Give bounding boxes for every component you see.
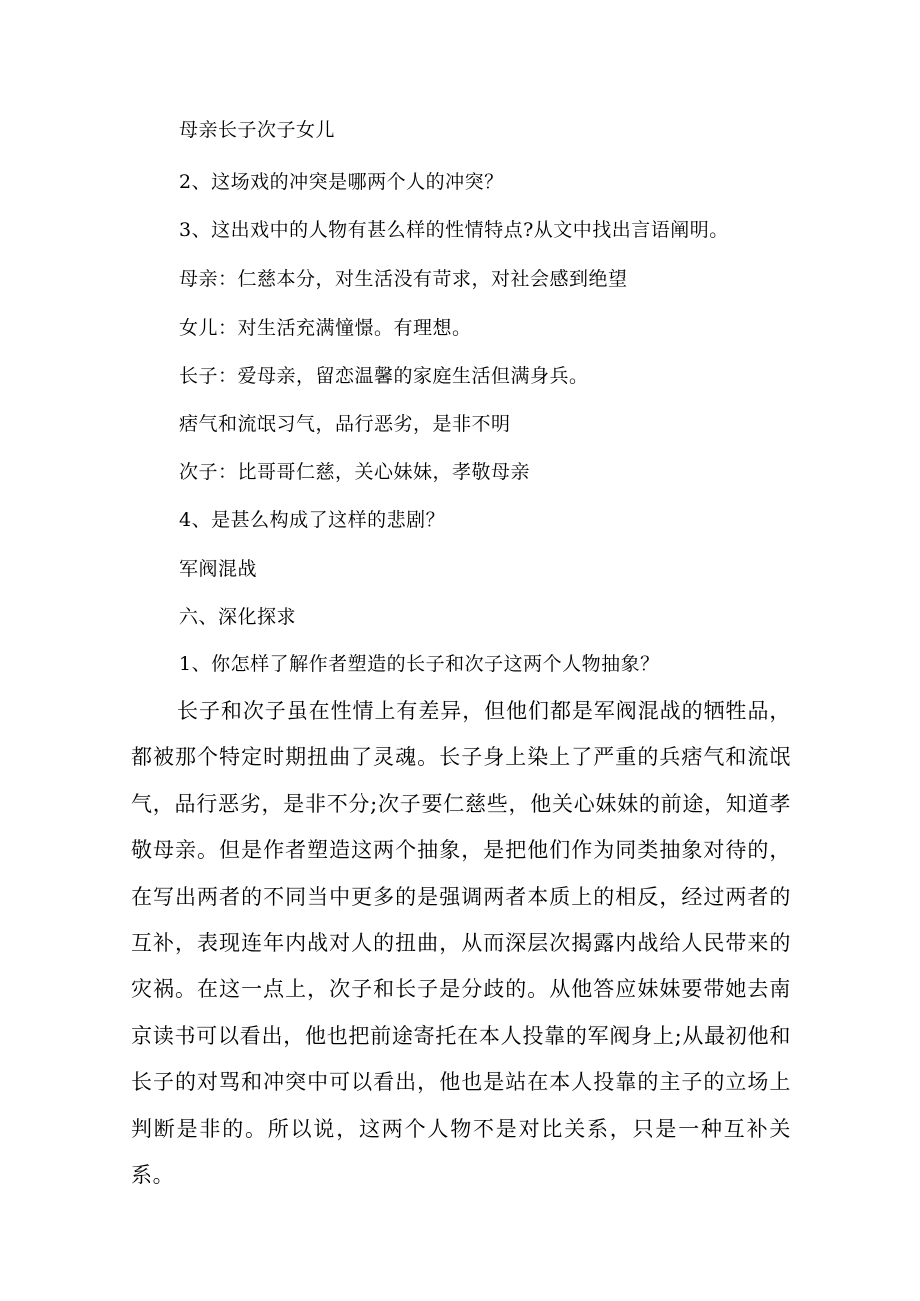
text-line: 1、你怎样了解作者塑造的长子和次子这两个人物抽象？ <box>179 653 660 675</box>
text-line: 母亲：仁慈本分，对生活没有苛求，对社会感到绝望 <box>179 268 628 290</box>
text-line: 4、是甚么构成了这样的悲剧？ <box>179 509 446 531</box>
text-line: 母亲长子次子女儿 <box>179 119 336 141</box>
text-line: 长子：爱母亲，留恋温馨的家庭生活但满身兵。 <box>179 365 589 387</box>
text-line: 六、深化探求 <box>179 606 297 628</box>
text-line: 军阀混战 <box>179 558 258 580</box>
text-line: 3、这出戏中的人物有甚么样的性情特点?从文中找出言语阐明。 <box>179 219 729 241</box>
text-line: 痞气和流氓习气，品行恶劣，是非不明 <box>179 413 511 435</box>
body-paragraph: 长子和次子虽在性情上有差异，但他们都是军阀混战的牺牲品，都被那个特定时期扭曲了灵魂。长子身上染上了严重的兵痞气和流氓气，品行恶劣，是非不分;次子要仁慈些，他关心妹妹的前途，知道孝敬母亲。但是作者塑造这两个抽象，是把他们作为同类抽象对待的，在写出两者的不同当中更多的是强调两者本质上的相反，经过两者的互补，表现连年内战对人的扭曲，从而深层次揭露内战给人民带来的灾祸。在这一点上，次子和长子是分歧的。从他答应妹妹要带她去南京读书可以看出，他也把前途寄托在本人投靠的军阀身上;从最初他和长子的对骂和冲突中可以看出，他也是站在本人投靠的主子的立场上判断是非的。所以说，这两个人物不是对比关系，只是一种互补关系。 <box>131 699 791 1188</box>
text-line: 2、这场戏的冲突是哪两个人的冲突？ <box>179 171 504 193</box>
text-line: 女儿：对生活充满憧憬。有理想。 <box>179 317 472 339</box>
text-line: 次子：比哥哥仁慈，关心妹妹，孝敬母亲 <box>179 461 531 483</box>
